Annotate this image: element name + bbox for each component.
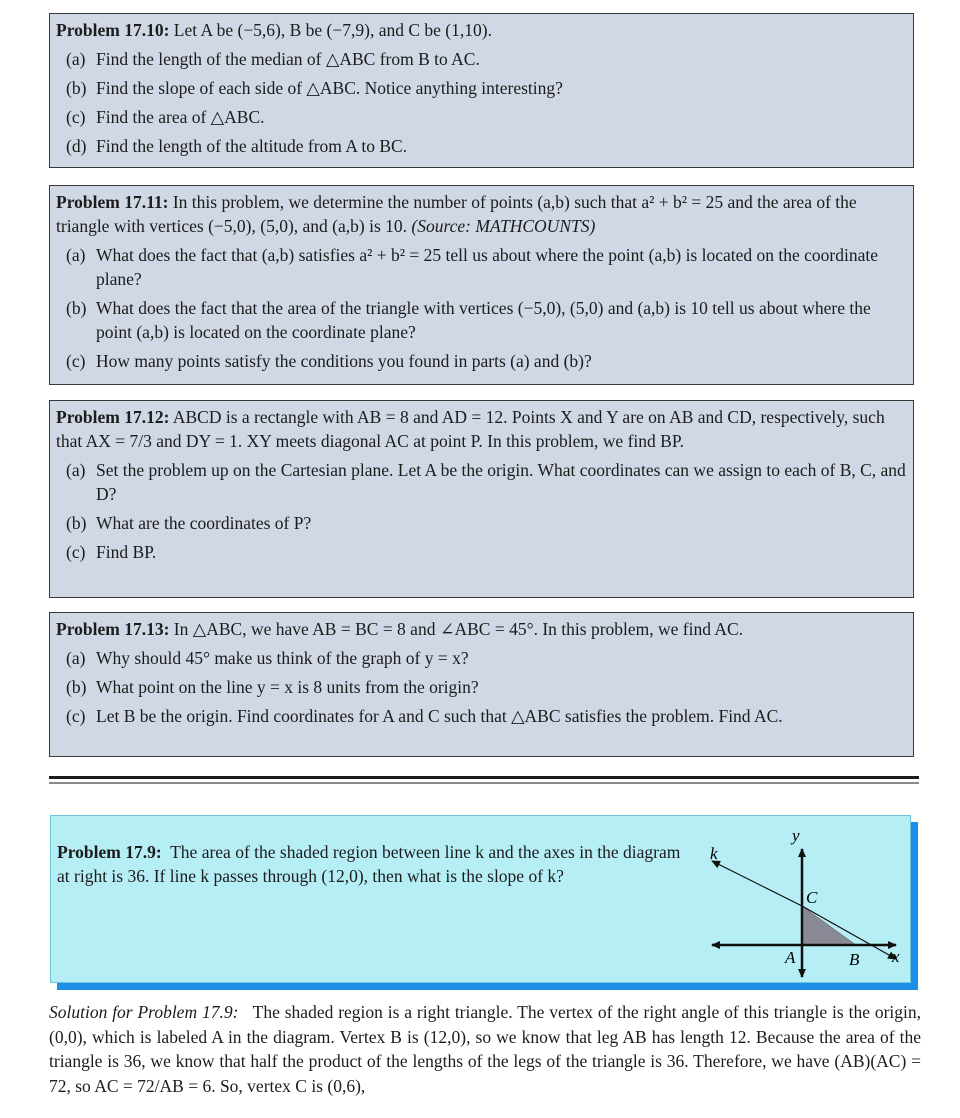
section-divider-thick xyxy=(49,776,919,779)
part-label: (c) xyxy=(66,351,86,371)
solution-text: The shaded region is a right triangle. The vertex of the right angle of this triangle is the origin, (0,0), which is labeled A in the diagram. Vertex B is (12,0), so we know that leg AB has length 12. Because the area of the triangle is 36, we know that half the product of the lengths of the legs of the triangle is 36. Therefore, we have (AB)(AC) = 72, so AC = 72/AB = 6. So, vertex C is (0,6), xyxy=(49,1002,921,1096)
part-label: (a) xyxy=(66,49,86,69)
problem-part xyxy=(56,646,907,670)
label-y: y xyxy=(792,826,800,845)
problem-part xyxy=(56,704,907,728)
problem-part xyxy=(56,540,907,564)
problem-box-17-10 xyxy=(49,13,914,168)
problem-part xyxy=(56,134,907,158)
problem-statement: Let A be (−5,6), B be (−7,9), and C be (1,10). xyxy=(173,20,492,40)
problem-part xyxy=(56,76,907,100)
problem-label: Problem 17.9: xyxy=(57,841,162,862)
problem-part xyxy=(56,458,907,506)
problem-part xyxy=(56,105,907,129)
part-label: (b) xyxy=(66,677,87,697)
problem-label: Problem 17.11: xyxy=(56,192,169,212)
part-label: (c) xyxy=(66,107,86,127)
label-k: k xyxy=(710,844,718,863)
problem-part xyxy=(56,243,907,291)
example-problem-box-17-9 xyxy=(50,815,911,983)
part-text: What does the fact that the area of the triangle with vertices (−5,0), (5,0) and (a,b) is 10 tell us about where the point (a,b) is located on the coordinate plane? xyxy=(96,298,871,342)
part-label: (a) xyxy=(66,648,86,668)
line-k xyxy=(712,861,802,906)
problem-part xyxy=(56,511,907,535)
part-label: (a) xyxy=(66,245,86,265)
problem-box-17-12 xyxy=(49,400,914,598)
problem-label: Problem 17.13: xyxy=(56,619,170,639)
part-text: Find the length of the altitude from A to BC. xyxy=(96,136,408,156)
problem-source: (Source: MATHCOUNTS) xyxy=(411,216,596,236)
part-text: Find BP. xyxy=(96,542,157,562)
shaded-triangle xyxy=(802,906,856,945)
line-k-diagram xyxy=(706,821,906,979)
part-label: (b) xyxy=(66,298,87,318)
part-text: Why should 45° make us think of the graph of y = x? xyxy=(96,648,469,668)
part-text: Set the problem up on the Cartesian plane. Let A be the origin. What coordinates can we assign to each of B, C, and D? xyxy=(96,460,906,504)
problem-part xyxy=(56,675,907,699)
label-c: C xyxy=(806,888,818,907)
part-text: What does the fact that (a,b) satisfies a² + b² = 25 tell us about where the point (a,b) is located on the coordinate plane? xyxy=(96,245,878,289)
problem-statement: In △ABC, we have AB = BC = 8 and ∠ABC = 45°. In this problem, we find AC. xyxy=(173,619,744,639)
problem-box-17-11 xyxy=(49,185,914,385)
problem-box-17-13 xyxy=(49,612,914,757)
problem-part xyxy=(56,349,907,373)
part-text: Let B be the origin. Find coordinates for A and C such that △ABC satisfies the problem. Find AC. xyxy=(96,706,783,726)
problem-statement: ABCD is a rectangle with AB = 8 and AD = 12. Points X and Y are on AB and CD, respectively, such that AX = 7/3 and DY = 1. XY meets diagonal AC at point P. In this problem, we find BP. xyxy=(56,407,885,451)
problem-label: Problem 17.12: xyxy=(56,407,170,427)
part-label: (b) xyxy=(66,513,87,533)
part-text: Find the area of △ABC. xyxy=(96,107,265,127)
label-x: x xyxy=(892,947,900,966)
part-label: (d) xyxy=(66,136,87,156)
part-label: (a) xyxy=(66,460,86,480)
problem-label: Problem 17.10: xyxy=(56,20,170,40)
problem-part xyxy=(56,47,907,71)
part-text: What are the coordinates of P? xyxy=(96,513,312,533)
problem-statement: The area of the shaded region between line k and the axes in the diagram at right is 36. If line k passes through (12,0), then what is the slope of k? xyxy=(57,841,681,886)
solution-label: Solution for Problem 17.9: xyxy=(49,1002,239,1022)
part-label: (c) xyxy=(66,706,86,726)
label-a: A xyxy=(785,948,796,967)
part-label: (b) xyxy=(66,78,87,98)
problem-part xyxy=(56,296,907,344)
solution-paragraph xyxy=(49,1000,921,1098)
label-b: B xyxy=(849,950,860,969)
problem-statement: In this problem, we determine the number of points (a,b) such that a² + b² = 25 and the area of the triangle with vertices (−5,0), (5,0), and (a,b) is 10. xyxy=(56,192,857,236)
part-text: How many points satisfy the conditions you found in parts (a) and (b)? xyxy=(96,351,592,371)
part-label: (c) xyxy=(66,542,86,562)
section-divider-thin xyxy=(49,782,919,784)
part-text: What point on the line y = x is 8 units from the origin? xyxy=(96,677,479,697)
part-text: Find the length of the median of △ABC from B to AC. xyxy=(96,49,480,69)
part-text: Find the slope of each side of △ABC. Notice anything interesting? xyxy=(96,78,563,98)
